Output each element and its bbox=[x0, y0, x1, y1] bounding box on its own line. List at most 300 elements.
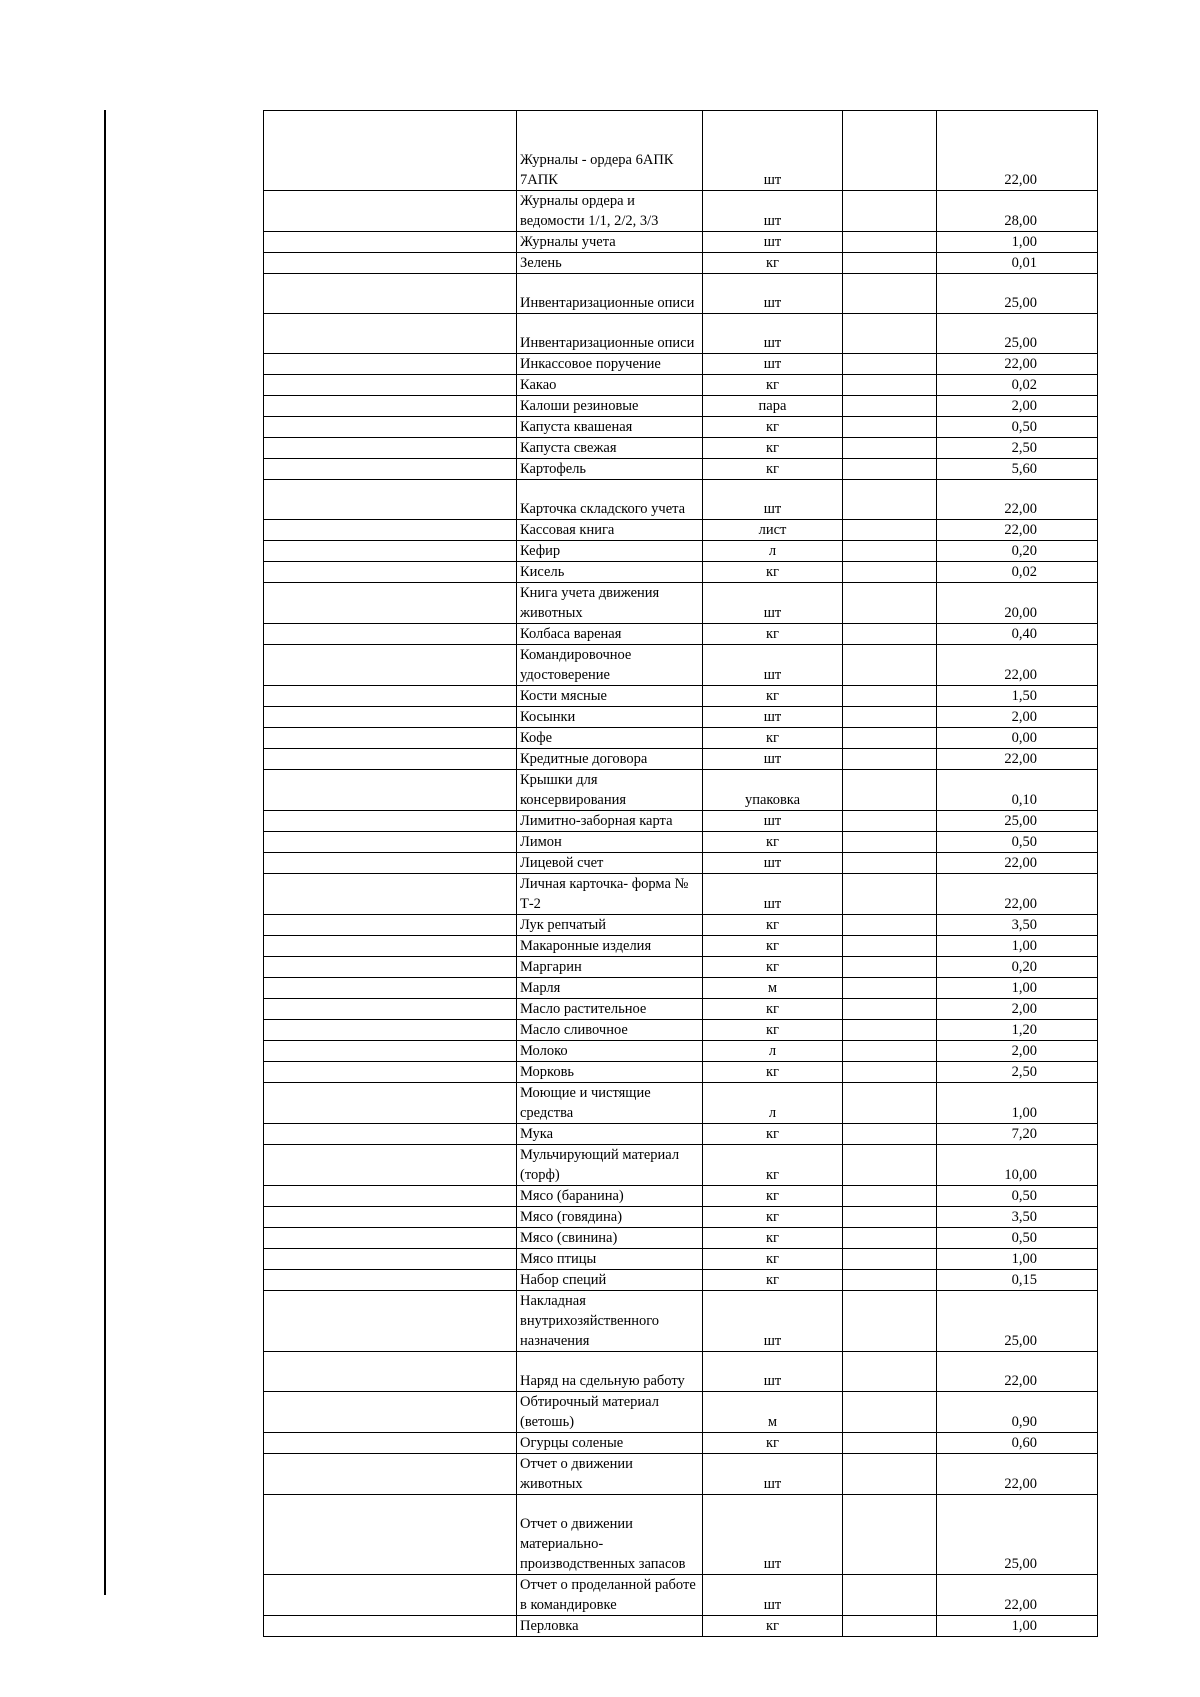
item-unit: кг bbox=[703, 459, 843, 480]
table-row bbox=[264, 459, 1098, 480]
item-quantity: 25,00 bbox=[937, 1291, 1098, 1352]
item-name: Кассовая книга bbox=[517, 520, 703, 541]
table-row bbox=[264, 1352, 1098, 1392]
item-unit: шт bbox=[703, 583, 843, 624]
table-row bbox=[264, 583, 1098, 624]
table-row bbox=[264, 1270, 1098, 1291]
table-row bbox=[264, 915, 1098, 936]
item-unit: кг bbox=[703, 1186, 843, 1207]
blank-cell bbox=[264, 624, 517, 645]
blank-cell bbox=[843, 541, 937, 562]
table-row bbox=[264, 520, 1098, 541]
item-unit: кг bbox=[703, 728, 843, 749]
item-unit: шт bbox=[703, 1352, 843, 1392]
item-quantity: 0,02 bbox=[937, 562, 1098, 583]
blank-cell bbox=[843, 1207, 937, 1228]
blank-cell bbox=[843, 191, 937, 232]
item-quantity: 2,00 bbox=[937, 1041, 1098, 1062]
item-unit: кг bbox=[703, 957, 843, 978]
table-row bbox=[264, 1145, 1098, 1186]
item-name: Лимитно-заборная карта bbox=[517, 811, 703, 832]
blank-cell bbox=[264, 749, 517, 770]
item-unit: шт bbox=[703, 645, 843, 686]
item-unit: л bbox=[703, 541, 843, 562]
item-name: Марля bbox=[517, 978, 703, 999]
item-quantity: 0,02 bbox=[937, 375, 1098, 396]
item-quantity: 22,00 bbox=[937, 480, 1098, 520]
blank-cell bbox=[843, 915, 937, 936]
item-name: Кефир bbox=[517, 541, 703, 562]
item-name: Лук репчатый bbox=[517, 915, 703, 936]
item-unit: кг bbox=[703, 936, 843, 957]
blank-cell bbox=[843, 1454, 937, 1495]
blank-cell bbox=[843, 1392, 937, 1433]
blank-cell bbox=[843, 1291, 937, 1352]
blank-cell bbox=[843, 232, 937, 253]
blank-cell bbox=[264, 1249, 517, 1270]
blank-cell bbox=[264, 1186, 517, 1207]
item-unit: кг bbox=[703, 417, 843, 438]
item-quantity: 22,00 bbox=[937, 520, 1098, 541]
item-quantity: 0,01 bbox=[937, 253, 1098, 274]
item-unit: упаковка bbox=[703, 770, 843, 811]
item-quantity: 1,00 bbox=[937, 1083, 1098, 1124]
item-name: Отчет о движении материально-производственных запасов bbox=[517, 1495, 703, 1575]
blank-cell bbox=[264, 253, 517, 274]
item-name: Наряд на сдельную работу bbox=[517, 1352, 703, 1392]
item-quantity: 1,00 bbox=[937, 1616, 1098, 1637]
blank-cell bbox=[843, 853, 937, 874]
item-name: Журналы учета bbox=[517, 232, 703, 253]
item-unit: кг bbox=[703, 686, 843, 707]
table-row bbox=[264, 811, 1098, 832]
table-row bbox=[264, 417, 1098, 438]
item-quantity: 1,00 bbox=[937, 1249, 1098, 1270]
blank-cell bbox=[264, 480, 517, 520]
item-name: Огурцы соленые bbox=[517, 1433, 703, 1454]
table-row bbox=[264, 1062, 1098, 1083]
item-unit: кг bbox=[703, 375, 843, 396]
item-quantity: 1,00 bbox=[937, 232, 1098, 253]
item-name: Молоко bbox=[517, 1041, 703, 1062]
table-row bbox=[264, 1249, 1098, 1270]
blank-cell bbox=[264, 853, 517, 874]
item-quantity: 0,50 bbox=[937, 1186, 1098, 1207]
blank-cell bbox=[843, 645, 937, 686]
blank-cell bbox=[843, 1145, 937, 1186]
item-name: Кредитные договора bbox=[517, 749, 703, 770]
table-row bbox=[264, 1433, 1098, 1454]
blank-cell bbox=[264, 1575, 517, 1616]
blank-cell bbox=[843, 1020, 937, 1041]
item-unit: шт bbox=[703, 1575, 843, 1616]
item-quantity: 5,60 bbox=[937, 459, 1098, 480]
blank-cell bbox=[843, 1575, 937, 1616]
table-row bbox=[264, 232, 1098, 253]
item-name: Личная карточка- форма № Т-2 bbox=[517, 874, 703, 915]
blank-cell bbox=[264, 1392, 517, 1433]
table-row bbox=[264, 1228, 1098, 1249]
item-name: Накладная внутрихозяйственного назначения bbox=[517, 1291, 703, 1352]
blank-cell bbox=[843, 728, 937, 749]
blank-cell bbox=[843, 1228, 937, 1249]
table-row bbox=[264, 728, 1098, 749]
blank-cell bbox=[264, 1062, 517, 1083]
item-unit: кг bbox=[703, 624, 843, 645]
item-quantity: 22,00 bbox=[937, 1575, 1098, 1616]
item-quantity: 25,00 bbox=[937, 811, 1098, 832]
item-name: Калоши резиновые bbox=[517, 396, 703, 417]
item-quantity: 20,00 bbox=[937, 583, 1098, 624]
blank-cell bbox=[264, 111, 517, 191]
item-quantity: 25,00 bbox=[937, 274, 1098, 314]
blank-cell bbox=[843, 624, 937, 645]
blank-cell bbox=[264, 1454, 517, 1495]
item-name: Маргарин bbox=[517, 957, 703, 978]
item-name: Мясо (баранина) bbox=[517, 1186, 703, 1207]
item-name: Инкассовое поручение bbox=[517, 354, 703, 375]
blank-cell bbox=[843, 707, 937, 728]
item-unit: кг bbox=[703, 1062, 843, 1083]
blank-cell bbox=[843, 749, 937, 770]
item-quantity: 22,00 bbox=[937, 645, 1098, 686]
item-quantity: 3,50 bbox=[937, 915, 1098, 936]
item-unit: кг bbox=[703, 1124, 843, 1145]
item-quantity: 25,00 bbox=[937, 1495, 1098, 1575]
item-quantity: 1,00 bbox=[937, 936, 1098, 957]
item-name: Журналы - ордера 6АПК 7АПК bbox=[517, 111, 703, 191]
blank-cell bbox=[843, 999, 937, 1020]
table-row bbox=[264, 1207, 1098, 1228]
blank-cell bbox=[264, 1020, 517, 1041]
item-name: Лимон bbox=[517, 832, 703, 853]
item-quantity: 0,20 bbox=[937, 541, 1098, 562]
item-name: Кофе bbox=[517, 728, 703, 749]
blank-cell bbox=[264, 978, 517, 999]
blank-cell bbox=[843, 438, 937, 459]
blank-cell bbox=[843, 1062, 937, 1083]
blank-cell bbox=[264, 417, 517, 438]
blank-cell bbox=[264, 686, 517, 707]
table-row bbox=[264, 274, 1098, 314]
item-quantity: 22,00 bbox=[937, 354, 1098, 375]
table-row bbox=[264, 1392, 1098, 1433]
blank-cell bbox=[264, 354, 517, 375]
blank-cell bbox=[843, 1041, 937, 1062]
item-unit: шт bbox=[703, 314, 843, 354]
table-row bbox=[264, 253, 1098, 274]
blank-cell bbox=[843, 253, 937, 274]
item-name: Колбаса вареная bbox=[517, 624, 703, 645]
item-quantity: 22,00 bbox=[937, 853, 1098, 874]
item-unit: шт bbox=[703, 853, 843, 874]
blank-cell bbox=[264, 1352, 517, 1392]
item-unit: кг bbox=[703, 832, 843, 853]
blank-cell bbox=[264, 520, 517, 541]
blank-cell bbox=[264, 375, 517, 396]
blank-cell bbox=[264, 1270, 517, 1291]
item-unit: кг bbox=[703, 1145, 843, 1186]
blank-cell bbox=[264, 1291, 517, 1352]
table-row bbox=[264, 480, 1098, 520]
item-unit: лист bbox=[703, 520, 843, 541]
blank-cell bbox=[843, 375, 937, 396]
item-name: Инвентаризационные описи bbox=[517, 314, 703, 354]
item-name: Отчет о движении животных bbox=[517, 1454, 703, 1495]
blank-cell bbox=[264, 936, 517, 957]
table-row bbox=[264, 314, 1098, 354]
table-row bbox=[264, 957, 1098, 978]
blank-cell bbox=[264, 396, 517, 417]
table-row bbox=[264, 749, 1098, 770]
item-unit: л bbox=[703, 1083, 843, 1124]
item-name: Перловка bbox=[517, 1616, 703, 1637]
item-unit: шт bbox=[703, 1495, 843, 1575]
item-unit: кг bbox=[703, 253, 843, 274]
item-name: Капуста квашеная bbox=[517, 417, 703, 438]
item-unit: шт bbox=[703, 1291, 843, 1352]
item-quantity: 2,50 bbox=[937, 1062, 1098, 1083]
blank-cell bbox=[264, 915, 517, 936]
blank-cell bbox=[264, 1145, 517, 1186]
blank-cell bbox=[843, 811, 937, 832]
item-unit: шт bbox=[703, 874, 843, 915]
blank-cell bbox=[843, 562, 937, 583]
item-unit: кг bbox=[703, 999, 843, 1020]
item-quantity: 2,00 bbox=[937, 999, 1098, 1020]
item-name: Обтирочный материал (ветошь) bbox=[517, 1392, 703, 1433]
item-quantity: 0,50 bbox=[937, 832, 1098, 853]
item-quantity: 0,20 bbox=[937, 957, 1098, 978]
item-quantity: 1,20 bbox=[937, 1020, 1098, 1041]
item-quantity: 1,00 bbox=[937, 978, 1098, 999]
blank-cell bbox=[264, 1228, 517, 1249]
item-name: Журналы ордера и ведомости 1/1, 2/2, 3/3 bbox=[517, 191, 703, 232]
item-name: Какао bbox=[517, 375, 703, 396]
item-quantity: 22,00 bbox=[937, 111, 1098, 191]
blank-cell bbox=[843, 936, 937, 957]
table-row bbox=[264, 1454, 1098, 1495]
table-row bbox=[264, 1495, 1098, 1575]
blank-cell bbox=[264, 459, 517, 480]
blank-cell bbox=[843, 1083, 937, 1124]
item-name: Карточка складского учета bbox=[517, 480, 703, 520]
item-name: Крышки для консервирования bbox=[517, 770, 703, 811]
item-unit: шт bbox=[703, 191, 843, 232]
blank-cell bbox=[843, 1124, 937, 1145]
item-unit: кг bbox=[703, 1020, 843, 1041]
blank-cell bbox=[264, 232, 517, 253]
table-row bbox=[264, 686, 1098, 707]
item-unit: шт bbox=[703, 111, 843, 191]
blank-cell bbox=[843, 396, 937, 417]
left-margin-rule bbox=[104, 110, 106, 1595]
item-name: Мясо (свинина) bbox=[517, 1228, 703, 1249]
item-unit: м bbox=[703, 978, 843, 999]
item-name: Масло растительное bbox=[517, 999, 703, 1020]
table-row bbox=[264, 1291, 1098, 1352]
blank-cell bbox=[264, 645, 517, 686]
item-quantity: 0,10 bbox=[937, 770, 1098, 811]
item-quantity: 3,50 bbox=[937, 1207, 1098, 1228]
item-unit: шт bbox=[703, 749, 843, 770]
item-unit: кг bbox=[703, 1228, 843, 1249]
table-row bbox=[264, 624, 1098, 645]
blank-cell bbox=[264, 999, 517, 1020]
item-unit: л bbox=[703, 1041, 843, 1062]
blank-cell bbox=[264, 957, 517, 978]
item-unit: кг bbox=[703, 1207, 843, 1228]
table-row bbox=[264, 832, 1098, 853]
blank-cell bbox=[843, 1352, 937, 1392]
item-unit: кг bbox=[703, 1433, 843, 1454]
item-name: Косынки bbox=[517, 707, 703, 728]
blank-cell bbox=[843, 686, 937, 707]
blank-cell bbox=[264, 832, 517, 853]
table-row bbox=[264, 541, 1098, 562]
blank-cell bbox=[843, 583, 937, 624]
table-row bbox=[264, 1124, 1098, 1145]
item-quantity: 1,50 bbox=[937, 686, 1098, 707]
item-name: Морковь bbox=[517, 1062, 703, 1083]
item-unit: шт bbox=[703, 480, 843, 520]
table-row bbox=[264, 191, 1098, 232]
item-unit: кг bbox=[703, 562, 843, 583]
blank-cell bbox=[843, 770, 937, 811]
blank-cell bbox=[264, 191, 517, 232]
blank-cell bbox=[264, 438, 517, 459]
item-unit: кг bbox=[703, 1616, 843, 1637]
blank-cell bbox=[843, 957, 937, 978]
item-name: Лицевой счет bbox=[517, 853, 703, 874]
blank-cell bbox=[843, 1186, 937, 1207]
blank-cell bbox=[264, 541, 517, 562]
item-quantity: 22,00 bbox=[937, 874, 1098, 915]
item-quantity: 25,00 bbox=[937, 314, 1098, 354]
item-name: Кисель bbox=[517, 562, 703, 583]
item-quantity: 22,00 bbox=[937, 749, 1098, 770]
item-unit: шт bbox=[703, 274, 843, 314]
item-quantity: 22,00 bbox=[937, 1454, 1098, 1495]
item-quantity: 7,20 bbox=[937, 1124, 1098, 1145]
blank-cell bbox=[264, 770, 517, 811]
item-unit: кг bbox=[703, 438, 843, 459]
item-name: Отчет о проделанной работе в командировке bbox=[517, 1575, 703, 1616]
blank-cell bbox=[843, 111, 937, 191]
item-name: Мясо (говядина) bbox=[517, 1207, 703, 1228]
table-row bbox=[264, 111, 1098, 191]
item-unit: кг bbox=[703, 915, 843, 936]
blank-cell bbox=[264, 314, 517, 354]
item-quantity: 2,00 bbox=[937, 707, 1098, 728]
table-row bbox=[264, 375, 1098, 396]
item-quantity: 0,40 bbox=[937, 624, 1098, 645]
blank-cell bbox=[843, 520, 937, 541]
table-row bbox=[264, 438, 1098, 459]
blank-cell bbox=[843, 1433, 937, 1454]
table-row bbox=[264, 396, 1098, 417]
blank-cell bbox=[843, 459, 937, 480]
table-row bbox=[264, 978, 1098, 999]
blank-cell bbox=[843, 1616, 937, 1637]
blank-cell bbox=[264, 1616, 517, 1637]
item-quantity: 2,00 bbox=[937, 396, 1098, 417]
blank-cell bbox=[264, 583, 517, 624]
blank-cell bbox=[264, 1124, 517, 1145]
table-row bbox=[264, 645, 1098, 686]
blank-cell bbox=[843, 1249, 937, 1270]
blank-cell bbox=[843, 354, 937, 375]
item-unit: кг bbox=[703, 1270, 843, 1291]
table-row bbox=[264, 1575, 1098, 1616]
item-quantity: 22,00 bbox=[937, 1352, 1098, 1392]
blank-cell bbox=[264, 1495, 517, 1575]
table-row bbox=[264, 853, 1098, 874]
item-quantity: 10,00 bbox=[937, 1145, 1098, 1186]
item-unit: м bbox=[703, 1392, 843, 1433]
blank-cell bbox=[264, 562, 517, 583]
item-quantity: 2,50 bbox=[937, 438, 1098, 459]
table-row bbox=[264, 874, 1098, 915]
item-quantity: 28,00 bbox=[937, 191, 1098, 232]
table-row bbox=[264, 354, 1098, 375]
table-row bbox=[264, 936, 1098, 957]
blank-cell bbox=[843, 832, 937, 853]
item-name: Капуста свежая bbox=[517, 438, 703, 459]
item-unit: шт bbox=[703, 232, 843, 253]
item-unit: шт bbox=[703, 354, 843, 375]
item-quantity: 0,15 bbox=[937, 1270, 1098, 1291]
blank-cell bbox=[264, 1207, 517, 1228]
blank-cell bbox=[264, 728, 517, 749]
item-name: Моющие и чистящие средства bbox=[517, 1083, 703, 1124]
item-unit: шт bbox=[703, 707, 843, 728]
blank-cell bbox=[264, 274, 517, 314]
blank-cell bbox=[843, 874, 937, 915]
item-quantity: 0,00 bbox=[937, 728, 1098, 749]
table-row bbox=[264, 1020, 1098, 1041]
item-name: Мука bbox=[517, 1124, 703, 1145]
item-unit: кг bbox=[703, 1249, 843, 1270]
blank-cell bbox=[843, 480, 937, 520]
table-row bbox=[264, 999, 1098, 1020]
item-unit: шт bbox=[703, 1454, 843, 1495]
table-row bbox=[264, 707, 1098, 728]
blank-cell bbox=[264, 1433, 517, 1454]
item-quantity: 0,90 bbox=[937, 1392, 1098, 1433]
item-name: Набор специй bbox=[517, 1270, 703, 1291]
table-row bbox=[264, 1083, 1098, 1124]
item-quantity: 0,50 bbox=[937, 417, 1098, 438]
item-name: Мясо птицы bbox=[517, 1249, 703, 1270]
blank-cell bbox=[264, 874, 517, 915]
item-name: Масло сливочное bbox=[517, 1020, 703, 1041]
table-row bbox=[264, 1041, 1098, 1062]
materials-table bbox=[263, 110, 1098, 1637]
item-name: Командировочное удостоверение bbox=[517, 645, 703, 686]
item-name: Мульчирующий материал (торф) bbox=[517, 1145, 703, 1186]
table-row bbox=[264, 1616, 1098, 1637]
item-name: Картофель bbox=[517, 459, 703, 480]
blank-cell bbox=[843, 1270, 937, 1291]
item-name: Книга учета движения животных bbox=[517, 583, 703, 624]
item-unit: пара bbox=[703, 396, 843, 417]
item-name: Макаронные изделия bbox=[517, 936, 703, 957]
blank-cell bbox=[264, 1083, 517, 1124]
blank-cell bbox=[843, 274, 937, 314]
item-quantity: 0,50 bbox=[937, 1228, 1098, 1249]
item-name: Инвентаризационные описи bbox=[517, 274, 703, 314]
